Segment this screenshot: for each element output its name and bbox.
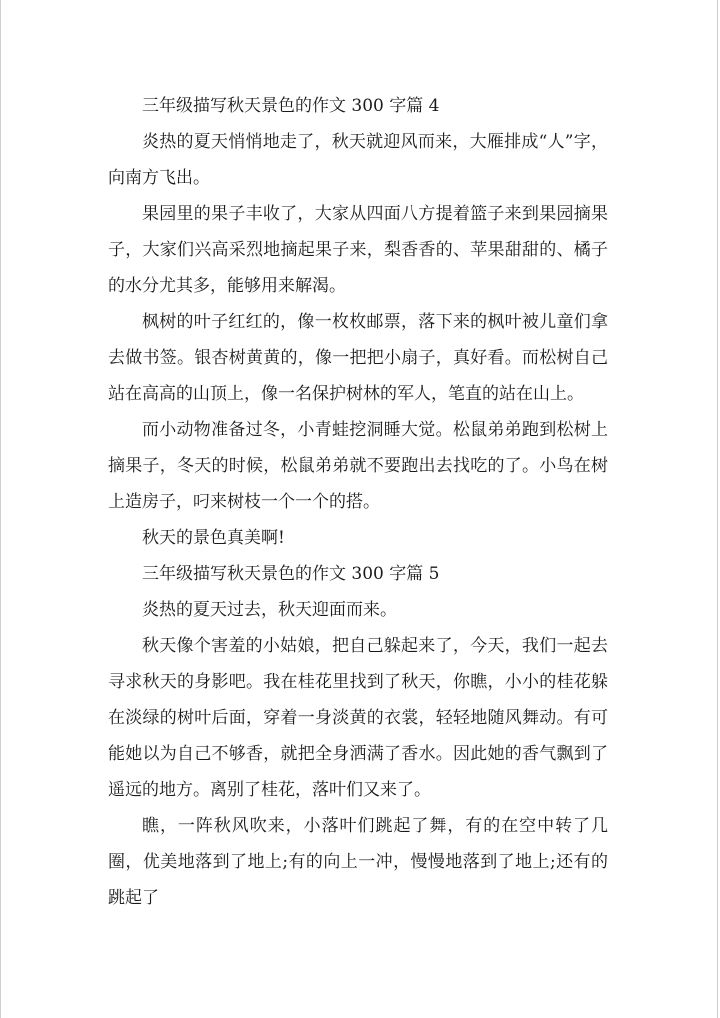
paragraph: 秋天的景色真美啊! bbox=[142, 528, 285, 548]
paragraph: 瞧，一阵秋风吹来，小落叶们跳起了舞，有的在空中转了几圈，优美地落到了地上;有的向上一冲，慢慢地落到了地上;还有的跳起了 bbox=[108, 816, 608, 908]
paragraph: 炎热的夏天悄悄地走了，秋天就迎风而来，大雁排成“人”字，向南方飞出。 bbox=[108, 132, 608, 188]
paragraph: 枫树的叶子红红的，像一枚枚邮票，落下来的枫叶被儿童们拿去做书签。银杏树黄黄的，像一把把小扇子，真好看。而松树自己站在高高的山顶上，像一名保护树林的军人，笔直的站在山上。 bbox=[108, 312, 608, 404]
document-page bbox=[108, 88, 608, 916]
paragraph: 果园里的果子丰收了，大家从四面八方提着篮子来到果园摘果子，大家们兴高采烈地摘起果子来，梨香香的、苹果甜甜的、橘子的水分尤其多，能够用来解渴。 bbox=[108, 204, 608, 296]
paragraph: 而小动物准备过冬，小青蛙挖洞睡大觉。松鼠弟弟跑到松树上摘果子，冬天的时候，松鼠弟弟就不要跑出去找吃的了。小鸟在树上造房子，叼来树枝一个一个的搭。 bbox=[108, 420, 608, 512]
paragraph: 秋天像个害羞的小姑娘，把自己躲起来了，今天，我们一起去寻求秋天的身影吧。我在桂花里找到了秋天，你瞧，小小的桂花躲在淡绿的树叶后面，穿着一身淡黄的衣裳，轻轻地随风舞动。有可能她以为自己不够香，就把全身洒满了香水。因此她的香气飘到了遥远的地方。离别了桂花，落叶们又来了。 bbox=[108, 636, 608, 800]
page-border-right bbox=[717, 0, 718, 1018]
paragraph: 炎热的夏天过去，秋天迎面而来。 bbox=[142, 600, 397, 620]
essay-heading-5: 三年级描写秋天景色的作文 300 字篇 5 bbox=[142, 564, 440, 584]
page-border-left bbox=[0, 0, 1, 1018]
essay-heading-4: 三年级描写秋天景色的作文 300 字篇 4 bbox=[142, 96, 440, 116]
